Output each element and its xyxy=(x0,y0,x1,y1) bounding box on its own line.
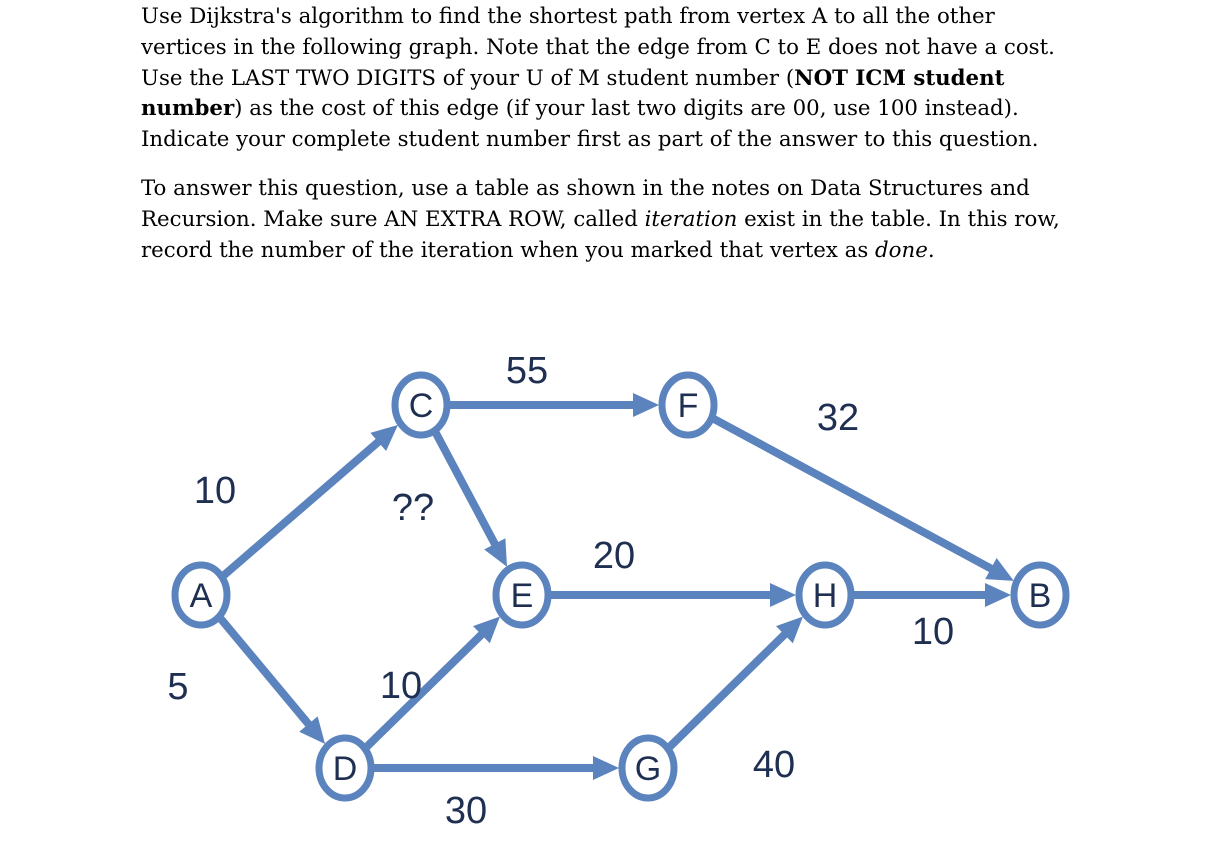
node-label: H xyxy=(812,577,838,615)
text-line: vertices in the following graph. Note that the edge from C to E does not have a cost. xyxy=(141,34,1055,60)
edge-g-h xyxy=(669,633,786,747)
arrowhead-e-h xyxy=(770,583,796,607)
italic-text: iteration xyxy=(644,206,738,232)
text-run: Recursion. Make sure AN EXTRA ROW, called xyxy=(141,206,645,232)
bold-text: number xyxy=(141,96,235,122)
node-label: F xyxy=(677,387,699,425)
node-label: B xyxy=(1028,577,1052,615)
edge-f-b xyxy=(713,419,992,570)
edge-a-c xyxy=(223,441,379,576)
edge-weight-d-g: 30 xyxy=(444,790,488,832)
edges-layer xyxy=(220,393,1014,780)
text-line: Indicate your complete student number first as part of the answer to this question. xyxy=(141,127,1039,153)
arrowhead-h-b xyxy=(985,583,1011,607)
node-label: A xyxy=(189,577,213,615)
bold-text: NOT ICM student xyxy=(794,65,1005,91)
edge-a-d xyxy=(220,618,309,725)
node-b xyxy=(1014,565,1066,625)
node-d xyxy=(319,738,371,798)
node-label: C xyxy=(408,387,434,425)
node-c xyxy=(395,375,447,435)
text-run: Use the LAST TWO DIGITS of your U of M student number ( xyxy=(141,65,795,91)
edge-weight-f-b: 32 xyxy=(816,397,860,439)
edge-weight-c-e: ?? xyxy=(391,487,435,529)
italic-text: done xyxy=(875,237,928,263)
node-e xyxy=(496,565,548,625)
edge-weight-a-c: 10 xyxy=(193,470,237,512)
arrowhead-c-f xyxy=(633,393,659,417)
edge-weight-c-f: 55 xyxy=(505,350,549,392)
node-g xyxy=(622,738,674,798)
text-line: Use Dijkstra's algorithm to find the shortest path from vertex A to all the other xyxy=(141,4,995,29)
node-label: E xyxy=(510,577,534,615)
text-line: To answer this question, use a table as shown in the notes on Data Structures and xyxy=(141,175,1030,201)
node-f xyxy=(662,375,714,435)
node-h xyxy=(799,565,851,625)
node-a xyxy=(175,565,227,625)
text-run: . xyxy=(927,237,935,263)
edge-weight-a-d: 5 xyxy=(167,666,189,708)
edge-weight-d-e: 10 xyxy=(379,665,423,707)
edge-weight-g-h: 40 xyxy=(752,744,796,786)
edge-weight-e-h: 20 xyxy=(592,535,636,577)
text-run: record the number of the iteration when you marked that vertex as xyxy=(141,237,876,263)
edge-c-e xyxy=(436,432,496,545)
node-label: G xyxy=(634,750,662,788)
node-label: D xyxy=(332,750,358,788)
text-run: exist in the table. In this row, xyxy=(737,206,1060,232)
arrowhead-d-g xyxy=(593,756,619,780)
edge-weight-h-b: 10 xyxy=(911,611,955,653)
text-run: ) as the cost of this edge (if your last two digits are 00, use 100 instead). xyxy=(234,96,1019,122)
